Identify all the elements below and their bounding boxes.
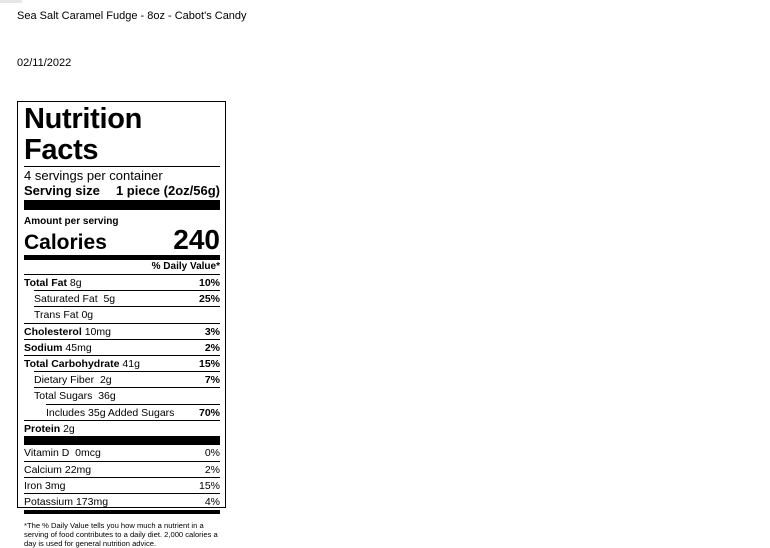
- nutrient-dv: 3%: [204, 325, 220, 338]
- servings-per-container: 4 servings per container: [24, 168, 163, 183]
- amount-per-serving: Amount per serving: [24, 216, 119, 227]
- vitamin-dv: 4%: [204, 496, 220, 509]
- nutrient-amount: 2g: [63, 422, 75, 435]
- nutrient-dv: 7%: [204, 374, 220, 387]
- nutrient-dv: 25%: [198, 293, 220, 306]
- nutrient-name: Total Fat: [24, 277, 67, 289]
- nutrient-row-cholesterol: [24, 323, 220, 339]
- nutrient-amount: 45mg: [65, 341, 92, 354]
- nutrient-row-trans-fat: [34, 306, 220, 322]
- nutrient-row-saturated-fat: [34, 290, 220, 306]
- nutrient-name: Saturated Fat: [34, 293, 98, 306]
- thick-divider: [24, 200, 220, 210]
- nutrient-name: Total Carbohydrate: [24, 357, 120, 370]
- divider: [24, 166, 220, 167]
- nutrient-row-dietary-fiber: [34, 371, 220, 387]
- nutrient-dv: 15%: [198, 357, 220, 370]
- nutrient-name: Total Sugars: [34, 390, 93, 403]
- nutrient-row-total-carbohydrate: [24, 355, 220, 371]
- calories-value: 240: [173, 224, 220, 255]
- serving-size-label: Serving size: [24, 183, 100, 198]
- nutrient-name: Includes 35g Added Sugars: [46, 406, 175, 419]
- nutrient-dv: 2%: [204, 341, 220, 354]
- vitamin-name: Calcium: [24, 464, 62, 477]
- vitamin-amount: 22mg: [64, 464, 92, 477]
- medium-divider: [24, 510, 220, 514]
- nutrient-row-total-sugars: [34, 387, 220, 403]
- serving-size-value: 1 piece (2oz/56g): [115, 183, 220, 198]
- calories-label: Calories: [24, 231, 107, 254]
- top-corner-decoration: [0, 0, 22, 3]
- nutrient-amount: 2g: [99, 374, 112, 387]
- vitamin-name: Iron: [24, 480, 43, 493]
- nutrient-row-added-sugars: [46, 404, 220, 420]
- nutrient-amount: 36g: [98, 390, 116, 403]
- vitamin-row-iron: [24, 477, 220, 493]
- nutrient-amount: 10mg: [84, 325, 111, 338]
- nutrient-amount: 0g: [81, 309, 94, 322]
- vitamin-amount: 0mcg: [75, 446, 101, 459]
- vitamin-dv: 0%: [204, 446, 220, 459]
- nutrient-name: Dietary Fiber: [34, 374, 95, 387]
- nutrient-dv: 10%: [198, 277, 220, 289]
- vitamin-row-potassium: [24, 493, 220, 509]
- page-date: 02/11/2022: [17, 57, 72, 69]
- nutrient-dv: 70%: [198, 406, 220, 419]
- nutrient-name: Protein: [24, 422, 61, 435]
- thick-divider: [24, 436, 220, 445]
- vitamin-dv: 2%: [204, 464, 220, 477]
- nutrition-facts-heading: Nutrition Facts: [24, 103, 143, 166]
- nutrient-amount: 41g: [122, 357, 140, 370]
- nutrient-row-sodium: [24, 339, 220, 355]
- nutrient-amount: 8g: [69, 277, 82, 289]
- vitamin-amount: 3mg: [45, 480, 66, 493]
- vitamin-name: Vitamin D: [24, 446, 70, 459]
- vitamin-row-vitamin-d: [24, 445, 220, 461]
- vitamin-row-calcium: [24, 461, 220, 477]
- vitamin-dv: 15%: [198, 480, 220, 493]
- calories-row: [24, 224, 220, 255]
- nutrient-name: Trans Fat: [34, 309, 79, 322]
- nutrient-name: Sodium: [24, 341, 63, 354]
- page-title: Sea Salt Caramel Fudge - 8oz - Cabot's Candy: [17, 10, 247, 22]
- nutrient-row-protein: [24, 420, 220, 436]
- footnote: *The % Daily Value tells you how much a nutrient in a serving of food contributes to a daily diet. 2,000 calories a day is used for general nutrition advice.: [24, 520, 218, 548]
- daily-value-header: % Daily Value*: [151, 261, 220, 272]
- serving-size-row: [24, 183, 220, 198]
- nutrient-amount: 5g: [103, 293, 116, 306]
- nutrition-facts-label: [17, 101, 226, 548]
- nutrient-name: Cholesterol: [24, 325, 82, 338]
- vitamin-name: Potassium: [24, 496, 74, 509]
- nutrient-row-total-fat: [24, 274, 220, 290]
- vitamin-amount: 173mg: [75, 496, 109, 509]
